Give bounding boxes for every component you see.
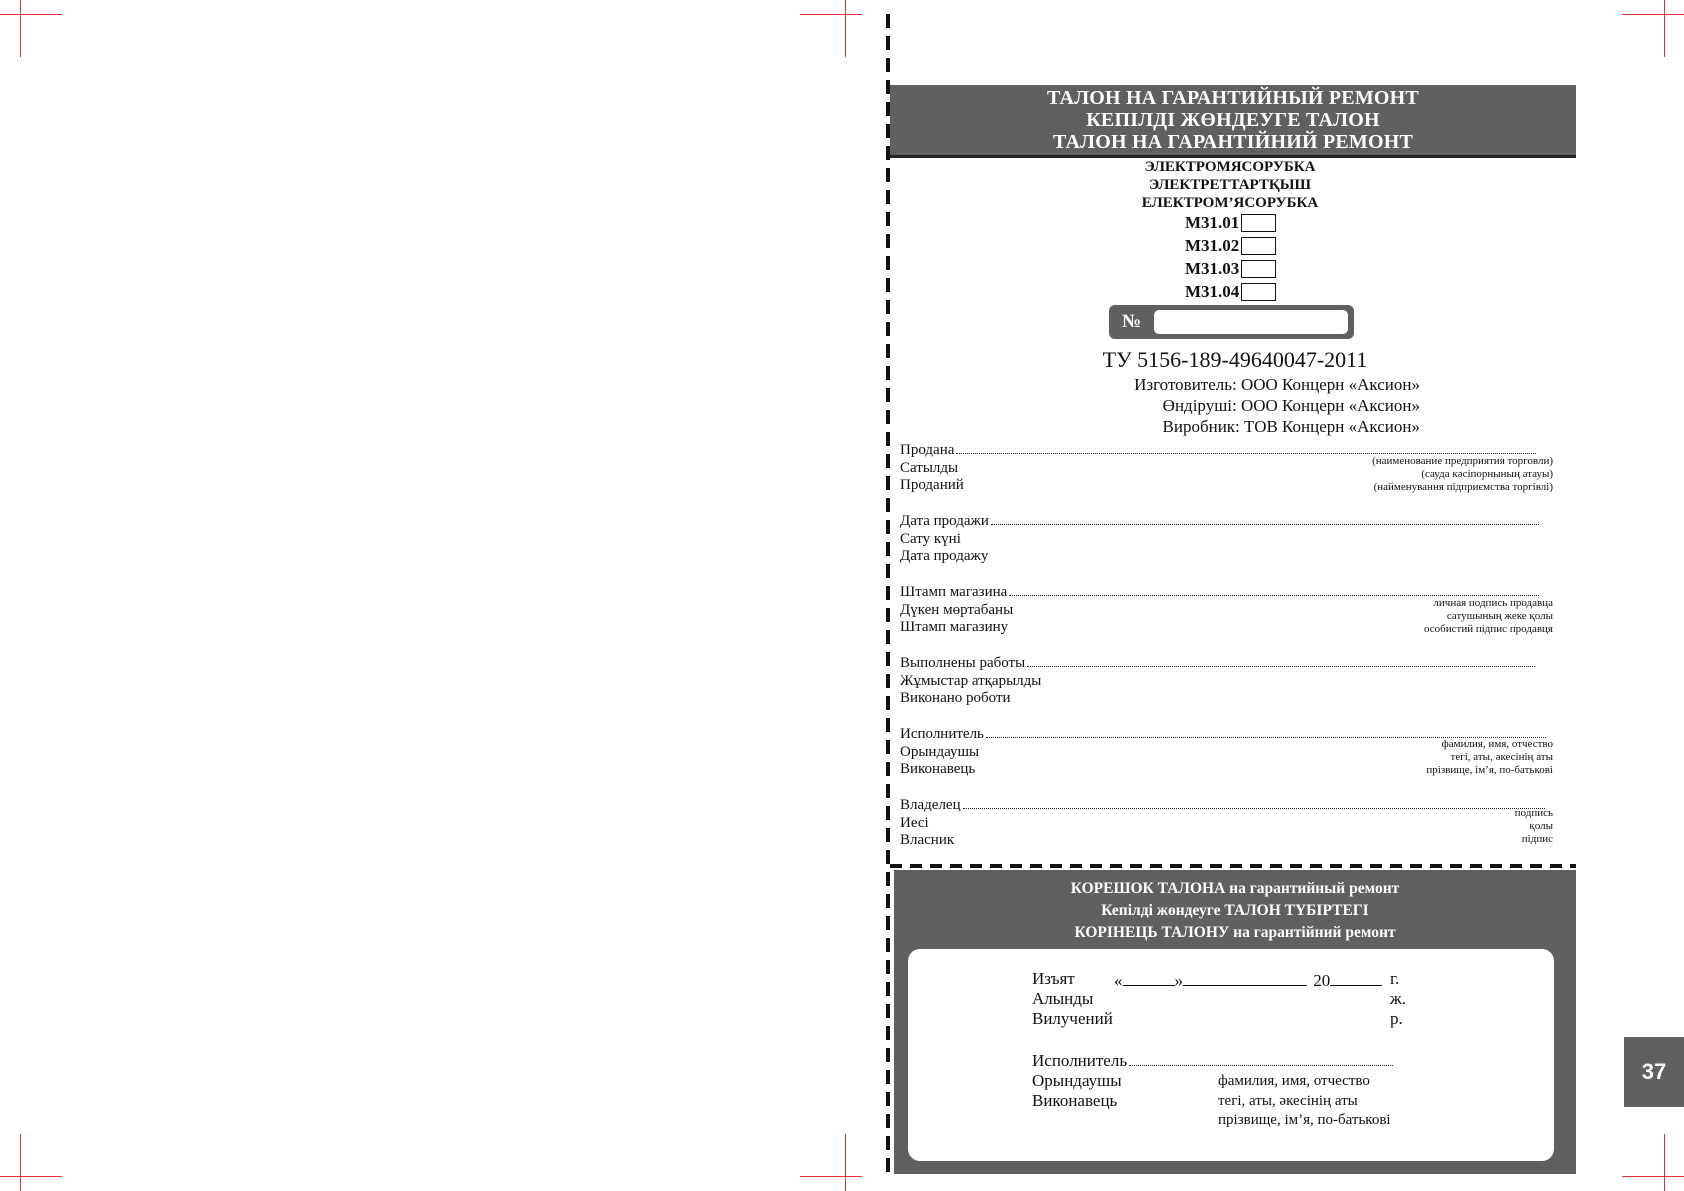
number-sign: № — [1121, 311, 1142, 332]
field-sale-date — [900, 513, 1553, 566]
crop-mark — [0, 1176, 62, 1177]
serial-number-field — [1109, 305, 1354, 339]
year-input[interactable] — [1330, 969, 1382, 986]
field-store-stamp — [900, 584, 1553, 637]
field-label: Орындаушы — [900, 743, 980, 760]
manufacturer-ua: Виробник: ТОВ Концерн «Аксион» — [1162, 417, 1420, 436]
field-hint: личная подпись продавца сатушының жеке қолы особистий підпис продавця — [1424, 597, 1553, 635]
sold-input[interactable] — [956, 444, 1536, 454]
horizontal-cut-line — [890, 864, 1576, 868]
crop-mark — [0, 14, 62, 15]
field-label: Выполнены работы — [900, 655, 1026, 671]
serial-number-input[interactable] — [1154, 310, 1348, 334]
header-line-ua: ТАЛОН НА ГАРАНТІЙНИЙ РЕМОНТ — [1052, 131, 1414, 153]
field-label: Дата продажи — [900, 513, 989, 529]
store-stamp-input[interactable] — [1009, 586, 1539, 596]
work-done-input[interactable] — [1027, 657, 1535, 667]
field-label: Власник — [900, 832, 955, 848]
field-label: Жұмыстар атқарылды — [900, 672, 1042, 689]
product-name-kz: ЭЛЕКТРЕТТАРТҚЫШ — [1149, 177, 1311, 193]
crop-mark — [1622, 1176, 1684, 1177]
field-hint: фамилия, имя, отчество тегі, аты, әкесінің аты прізвище, ім’я, по-батькові — [1426, 738, 1553, 776]
manufacturer-kz: Өндіруші: ООО Концерн «Аксион» — [1162, 396, 1420, 415]
crop-mark — [1622, 14, 1684, 15]
executor-input[interactable] — [986, 728, 1546, 738]
header-line-ru: ТАЛОН НА ГАРАНТИЙНЫЙ РЕМОНТ — [1047, 87, 1419, 109]
crop-mark — [20, 1134, 21, 1191]
manufacturer-ru: Изготовитель: ООО Концерн «Аксион» — [1134, 375, 1420, 394]
spec-code: ТУ 5156-189-49640047-2011 — [1102, 347, 1368, 372]
warranty-stub — [894, 870, 1576, 1174]
model-option — [1185, 212, 1276, 234]
crop-mark — [845, 1134, 846, 1191]
sale-date-input[interactable] — [991, 515, 1539, 525]
field-hint: (наименование предприятия торговли) (сауда кәсіпорнының атауы) (найменування підприємства торгівлі) — [1372, 455, 1553, 493]
model-label: М31.02 — [1185, 236, 1240, 255]
field-label: Штамп магазина — [900, 584, 1008, 600]
day-input[interactable] — [1123, 969, 1175, 986]
stub-executor-labels: Исполнитель Орындаушы Виконавець — [1032, 1051, 1393, 1111]
owner-input[interactable] — [963, 799, 1545, 809]
page-number: 37 — [1624, 1037, 1684, 1107]
model-checkbox[interactable] — [1241, 214, 1276, 232]
field-label: Виконавець — [900, 761, 976, 777]
model-label: М31.03 — [1185, 259, 1240, 278]
field-label: Проданий — [900, 477, 964, 493]
model-option — [1185, 258, 1276, 280]
stub-executor-input[interactable] — [1129, 1056, 1393, 1066]
crop-mark — [1664, 0, 1665, 57]
year-suffix: г. ж. р. — [1390, 969, 1406, 1028]
product-name — [1080, 158, 1380, 212]
product-name-ua: ЕЛЕКТРОМ’ЯСОРУБКА — [1141, 195, 1319, 211]
warranty-header — [890, 85, 1576, 158]
crop-mark — [800, 14, 862, 15]
field-label: Сату күні — [900, 530, 961, 547]
field-label: Продана — [900, 442, 955, 458]
crop-mark — [20, 0, 21, 57]
field-label: Сатылды — [900, 459, 959, 476]
stub-executor-hints: фамилия, имя, отчество тегі, аты, әкесінің аты прізвище, ім’я, по-батькові — [1218, 1073, 1391, 1128]
month-input[interactable] — [1183, 969, 1307, 986]
stub-title: КОРЕШОК ТАЛОНА на гарантийный ремонт Кепілді жөндеуге ТАЛОН ТҮБІРТЕГІ КОРІНЕЦЬ ТАЛОНУ на гарантійний ремонт — [1070, 880, 1400, 941]
model-option — [1185, 235, 1276, 257]
vertical-cut-line — [886, 14, 890, 1174]
field-work-done — [900, 655, 1553, 708]
model-checkbox[interactable] — [1241, 283, 1276, 301]
field-label: Иесі — [900, 814, 929, 831]
field-hint: подпись қолы підпис — [1514, 807, 1553, 845]
field-executor — [900, 726, 1553, 779]
field-label: Дүкен мөртабаны — [900, 601, 1014, 618]
model-checkbox[interactable] — [1241, 237, 1276, 255]
field-owner — [900, 797, 1553, 850]
model-label: М31.04 — [1185, 282, 1240, 301]
crop-mark — [1664, 1134, 1665, 1191]
model-option — [1185, 281, 1276, 303]
product-name-ru: ЭЛЕКТРОМЯСОРУБКА — [1144, 159, 1316, 175]
model-checkbox[interactable] — [1241, 260, 1276, 278]
field-label: Виконано роботи — [900, 690, 1011, 706]
field-label: Дата продажу — [900, 548, 989, 564]
model-label: М31.01 — [1185, 213, 1240, 232]
field-label: Исполнитель — [900, 726, 984, 742]
field-label: Штамп магазину — [900, 619, 1009, 635]
crop-mark — [845, 0, 846, 57]
seized-labels: Изъят Алынды Вилучений — [1032, 969, 1113, 1028]
stub-card — [908, 949, 1554, 1161]
field-sold — [900, 442, 1553, 495]
seized-date-line: « » 20 — [1114, 969, 1382, 991]
header-line-kz: КЕПІЛДІ ЖӨНДЕУГЕ ТАЛОН — [1086, 109, 1380, 131]
field-label: Владелец — [900, 797, 961, 813]
crop-mark — [800, 1176, 862, 1177]
